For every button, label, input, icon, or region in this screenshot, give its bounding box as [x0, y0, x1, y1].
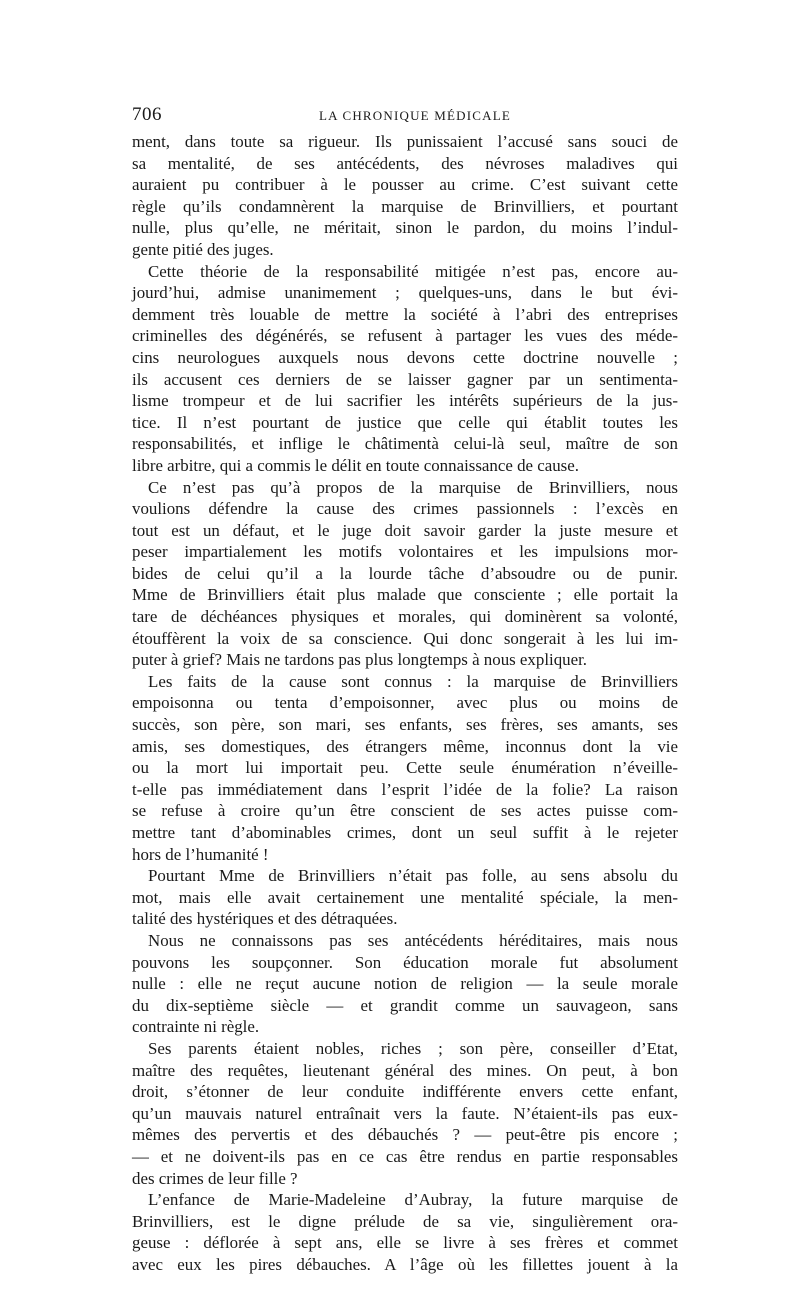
- text-line: nulle, plus qu’elle, ne méritait, sinon le pardon, du moins l’indul-: [132, 218, 678, 238]
- paragraph: [132, 477, 678, 671]
- text-line: ment, dans toute sa rigueur. Ils punissaient l’accusé sans souci de: [132, 132, 678, 151]
- text-line: gente pitié des juges.: [132, 239, 274, 259]
- running-header: [132, 103, 678, 129]
- text-line: libre arbitre, qui a commis le délit en toute connaissance de cause.: [132, 455, 579, 475]
- text-line: geuse : déflorée à sept ans, elle se livre à ses frères et commet: [132, 1233, 678, 1253]
- text-line: ils accusent ces derniers de se laisser gagner par un sentimenta-: [132, 369, 678, 389]
- text-line: tare de déchéances physiques et morales, qui dominèrent sa volonté,: [132, 607, 678, 627]
- paragraph: [132, 1189, 678, 1275]
- text-line: du dix-septième siècle — et grandit comme un sauvageon, sans: [132, 995, 678, 1015]
- text-line: règle qu’ils condamnèrent la marquise de Brinvilliers, et pourtant: [132, 196, 678, 216]
- text-line: mêmes des pervertis et des débauchés ? — peut-être pis encore ;: [132, 1125, 678, 1145]
- text-line: ou la mort lui importait peu. Cette seule énumération n’éveille-: [132, 758, 678, 778]
- text-line: criminelles des dégénérés, se refusent à partager les vues des méde-: [132, 326, 678, 346]
- paragraph: [132, 1038, 678, 1189]
- text-line: amis, ses domestiques, des étrangers même, inconnus dont la vie: [132, 736, 678, 756]
- text-line: peser impartialement les motifs volontaires et les impulsions mor-: [132, 542, 678, 562]
- body-text: [132, 131, 678, 1275]
- document-page: [132, 103, 678, 1275]
- page-number: 706: [132, 104, 162, 125]
- text-line: Cette théorie de la responsabilité mitigée n’est pas, encore au-: [148, 261, 678, 281]
- text-line: hors de l’humanité !: [132, 844, 269, 864]
- text-line: pouvons les soupçonner. Son éducation morale fut absolument: [132, 952, 678, 972]
- text-line: tice. Il n’est pourtant de justice que celle qui établit toutes les: [132, 412, 678, 432]
- text-line: des crimes de leur fille ?: [132, 1168, 298, 1188]
- text-line: demment très louable de mettre la société à l’abri des entreprises: [132, 304, 678, 324]
- text-line: L’enfance de Marie-Madeleine d’Aubray, la future marquise de: [148, 1190, 678, 1210]
- text-line: se refuse à croire qu’un être conscient de ses actes puisse com-: [132, 801, 678, 821]
- text-line: Brinvilliers, est le digne prélude de sa vie, singulièrement ora-: [132, 1211, 678, 1231]
- text-line: tout est un défaut, et le juge doit savoir garder la juste mesure et: [132, 520, 678, 540]
- text-line: Ses parents étaient nobles, riches ; son père, conseiller d’Etat,: [148, 1038, 678, 1058]
- text-line: mettre tant d’abominables crimes, dont un seul suffit à le rejeter: [132, 823, 678, 842]
- text-line: voulions défendre la cause des crimes passionnels : l’excès en: [132, 499, 678, 519]
- paragraph: [132, 131, 678, 261]
- text-line: empoisonna ou tenta d’empoisonner, avec plus ou moins de: [132, 693, 678, 713]
- text-line: mot, mais elle avait certainement une mentalité spéciale, la men-: [132, 887, 678, 907]
- text-line: succès, son père, son mari, ses enfants, ses frères, ses amants, ses: [132, 715, 678, 735]
- text-line: auraient pu contribuer à le pousser au crime. C’est suivant cette: [132, 175, 678, 195]
- text-line: — et ne doivent-ils pas en ce cas être rendus en partie responsables: [132, 1146, 678, 1166]
- text-line: sa mentalité, de ses antécédents, des névroses maladives qui: [132, 153, 678, 173]
- text-line: droit, s’étonner de leur conduite indifférente envers cette enfant,: [132, 1082, 678, 1102]
- text-line: avec eux les pires débauches. A l’âge où les fillettes jouent à la: [132, 1254, 678, 1274]
- text-line: cins neurologues auxquels nous devons cette doctrine nouvelle ;: [132, 347, 678, 367]
- text-line: Les faits de la cause sont connus : la marquise de Brinvilliers: [148, 671, 678, 691]
- text-line: contrainte ni règle.: [132, 1017, 260, 1037]
- text-line: lisme trompeur et de lui sacrifier les intérêts supérieurs de la jus-: [132, 391, 678, 411]
- text-line: t-elle pas immédiatement dans l’esprit l’idée de la folie? La raison: [132, 779, 678, 799]
- text-line: étouffèrent la voix de sa conscience. Qui donc songerait à les lui im-: [132, 628, 678, 648]
- text-line: responsabilités, et inflige le châtimentà celui-là seul, maître de son: [132, 434, 678, 454]
- journal-title: LA CHRONIQUE MÉDICALE: [318, 108, 512, 123]
- text-line: Mme de Brinvilliers était plus malade que consciente ; elle portait la: [132, 585, 678, 605]
- text-line: Pourtant Mme de Brinvilliers n’était pas folle, au sens absolu du: [148, 866, 678, 886]
- paragraph: [132, 671, 678, 865]
- paragraph: [132, 930, 678, 1038]
- text-line: qu’un mauvais naturel entraînait vers la faute. N’étaient-ils pas eux-: [132, 1103, 678, 1123]
- text-line: puter à grief? Mais ne tardons pas plus longtemps à nous expliquer.: [132, 650, 588, 670]
- text-line: Nous ne connaissons pas ses antécédents héréditaires, mais nous: [148, 930, 678, 950]
- text-line: Ce n’est pas qu’à propos de la marquise de Brinvilliers, nous: [148, 477, 678, 497]
- text-line: bides de celui qu’il a la lourde tâche d’absoudre ou de punir.: [132, 563, 678, 583]
- text-line: nulle : elle ne reçut aucune notion de religion — la seule morale: [132, 974, 678, 994]
- paragraph: [132, 261, 678, 477]
- text-line: talité des hystériques et des détraquées.: [132, 909, 398, 929]
- text-line: maître des requêtes, lieutenant général des mines. On peut, à bon: [132, 1060, 678, 1080]
- paragraph: [132, 865, 678, 930]
- text-line: jourd’hui, admise unanimement ; quelques-uns, dans le but évi-: [132, 283, 678, 303]
